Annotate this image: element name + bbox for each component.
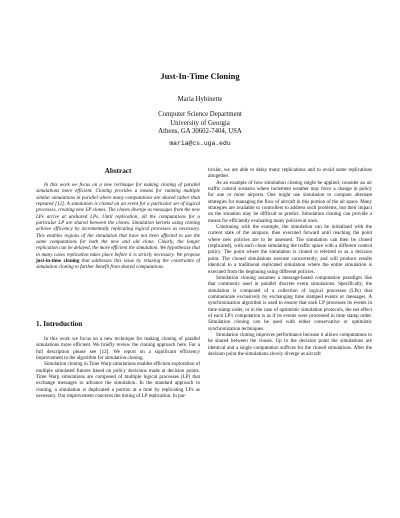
paper-title: Just-In-Time Cloning <box>160 71 240 81</box>
right-column-body <box>208 167 372 502</box>
section-heading-introduction: 1. Introduction <box>36 320 83 328</box>
abstract-keyword: just-in-time cloning <box>36 258 80 265</box>
author-email: maria@cs.uga.edu <box>169 140 231 147</box>
abstract-text-part2: that addresses this issue by relaxing the constraints of simulation cloning to further benefit from shared computations. <box>36 258 200 271</box>
body-paragraph: Continuing with the example, the simulation can be initialized with the current state of the airspace, then executed forward until reaching the point where new policies are to be assessed. The simulation can then be cloned (replicated), with each clone simulating the traffic space with a different control policy. The point where the simulation is cloned is referred to as a decision point. The cloned simulations execute concurrently, and will produce results identical to a traditional replicated simulation where the entire simulation is executed from the beginning using different policies. <box>208 224 372 275</box>
body-paragraph: In this work we focus on a new technique for making cloning of parallel simulations more efficient. We briefly review the cloning approach here. For a full description please see [12]. We report on a significant efficiency improvement to the algorithm for simulation cloning. <box>36 336 200 362</box>
body-paragraph: ticular, we are able to delay many replications and to avoid some replications altogether. <box>208 167 372 180</box>
left-column-body <box>36 336 200 496</box>
body-paragraph: Simulation cloning improves performance because it allows computations to be shared between the clones. Up to the decision point the simulations are identical and a single computation suffices for the cloned simulations. After the decision point the simulations slowly diverge as aircraft <box>208 331 372 357</box>
author-address: Athens, GA 30602-7404, USA <box>158 128 242 135</box>
author-department: Computer Science Department <box>158 111 242 118</box>
abstract-text <box>36 182 200 271</box>
author-name: Maria Hybinette <box>177 96 223 103</box>
abstract-heading: Abstract <box>104 167 132 175</box>
body-paragraph: Simulation cloning assumes a message-based computation paradigm like that commonly used in parallel discrete event simulations. Specifically, the simulation is composed of a collection of logical processes (LPs) that communicate exclusively by exchanging time stamped events or messages. A synchronization algorithm is used to ensure that each LP processes its events in time stamp order, or in the case of optimistic simulation protocols, the net effect of each LP's computation is as if its events were processed in time stamp order. Simulation cloning can be used with either conservative or optimistic synchronization techniques. <box>208 274 372 332</box>
abstract-text-part1: In this work we focus on a new technique for making cloning of parallel simulations more efficient. Cloning provides a means for running multiple similar simulations in parallel where many computations are shared rather than repeated [12]. A simulation is cloned on an event for a particular set of logical processes, creating new LP clones. The clones diverge as messages from the new LPs arrive at unshared LPs. Until replication, all the computations for a particular LP are shared between the clones. Simulation kernels using cloning achieve efficiency by incrementally replicating logical processes as necessary. This enables regions of the simulation that have not been affected to use the same computations for both the new and old clone. Clearly, the longer replication can be delayed, the more efficient the simulation. We hypothesize that in many cases replication takes place before it is strictly necessary. We propose <box>36 182 200 258</box>
body-paragraph: Simulation cloning in Time Warp simulations enables efficient exploration of multiple simulated futures based on policy decisions made at decision points. Time Warp simulations are composed of multiple logical processes (LP) that exchange messages to advance the simulation. In the standard approach to cloning, a simulation is duplicated a portion at a time by replicating LPs as necessary. Our improvement concerns the timing of LP replication. In par- <box>36 361 200 400</box>
author-university: University of Georgia <box>170 119 230 127</box>
body-paragraph: As an example of how simulation cloning might be applied, consider an air traffic control scenario where inclement weather may force a change in policy for one or more airports. One might use simulation to compare alternate strategies for managing the flow of aircraft in this portion of the air space. Many strategies are available to controllers to address such problems, but their impact on the situation may be difficult to predict. Simulation cloning can provide a means for efficiently evaluating many policies at once. <box>208 179 372 224</box>
